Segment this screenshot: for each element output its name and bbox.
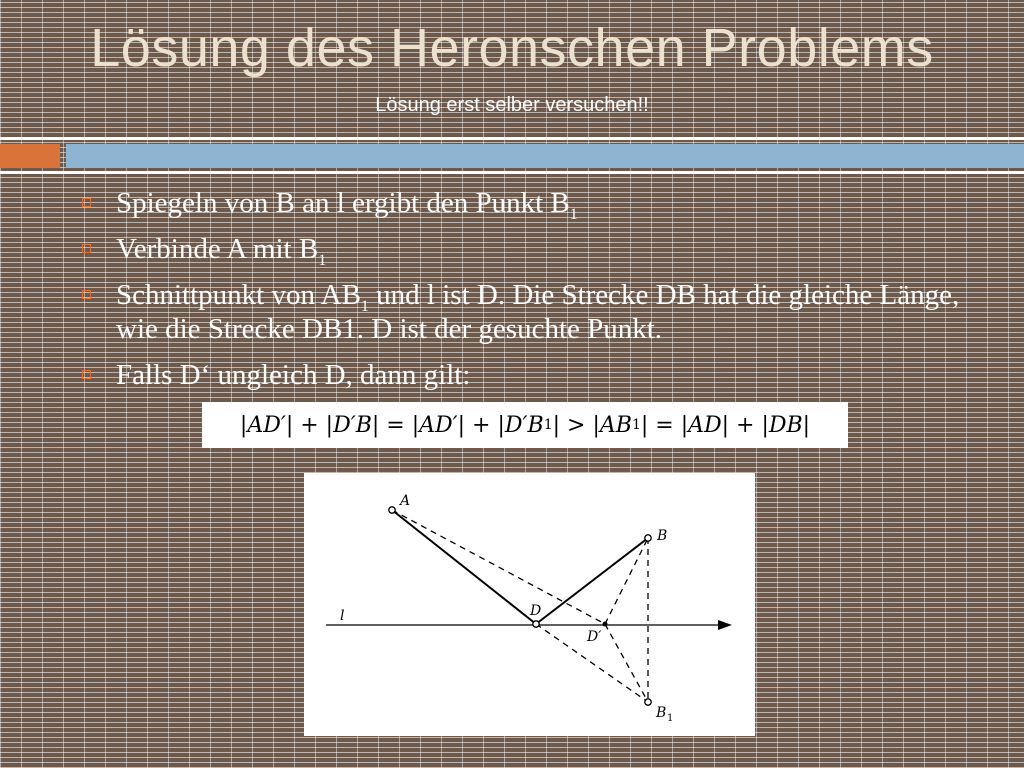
- label-B1: B: [656, 705, 667, 721]
- label-A: A: [400, 493, 411, 509]
- square-bullet-icon: [82, 198, 91, 207]
- square-bullet-icon: [82, 244, 91, 253]
- square-bullet-icon: [82, 290, 91, 299]
- slide-title: Lösung des Heronschen Problems: [90, 18, 934, 78]
- segment-D-prime-B: [605, 538, 648, 624]
- bullet-item: [78, 278, 998, 346]
- bullet-list: [78, 186, 998, 404]
- divider-bottom: [0, 171, 1024, 174]
- point-B: [645, 535, 651, 541]
- accent-bar-blue: [66, 144, 1024, 168]
- label-l: l: [340, 608, 345, 624]
- reflection-diagram: [304, 473, 755, 736]
- segment-AD: [392, 510, 536, 624]
- bullet-text: Spiegeln von B an l ergibt den Punkt B: [116, 187, 570, 219]
- divider-top: [0, 137, 1024, 140]
- bullet-subscript: 1: [318, 251, 327, 269]
- formula-part: |AD′| + |D′B| = |AD′| + |D′B: [239, 412, 544, 438]
- inequality-formula: [202, 402, 848, 448]
- formula-subscript: 1: [543, 417, 553, 433]
- segment-D-prime-B1: [605, 624, 648, 702]
- formula-subscript: 1: [631, 417, 641, 433]
- bullet-item: [78, 186, 998, 223]
- bullet-text: Verbinde A mit B: [116, 233, 319, 265]
- bullet-item: [78, 358, 998, 392]
- segment-AD-prime: [392, 510, 605, 624]
- label-D: D: [530, 603, 542, 619]
- square-bullet-icon: [82, 370, 91, 379]
- bullet-text: Falls D‘ ungleich D, dann gilt:: [116, 359, 471, 391]
- bullet-item: [78, 232, 998, 269]
- point-B1: [645, 699, 651, 705]
- formula-part: | > |AB: [552, 412, 632, 438]
- bullet-text-tail: und l ist D. Die Strecke DB hat die gleiche Länge, wie die Strecke DB1. D ist der gesuchte Punkt.: [116, 279, 960, 345]
- geometry-figure: [304, 473, 755, 736]
- bullet-subscript: 1: [360, 297, 369, 315]
- point-D: [533, 621, 539, 627]
- arrow-head-icon: [718, 620, 732, 630]
- point-D-prime: [603, 622, 608, 627]
- label-B1-subscript: 1: [667, 713, 674, 724]
- accent-bar-orange: [0, 144, 60, 168]
- segment-DB: [536, 538, 648, 624]
- point-A: [389, 507, 395, 513]
- formula-part: | = |AD| + |DB|: [640, 412, 811, 438]
- label-B: B: [657, 528, 668, 544]
- bullet-subscript: 1: [569, 205, 578, 223]
- bullet-text: Schnittpunkt von AB: [116, 279, 361, 311]
- slide-subtitle: Lösung erst selber versuchen!!: [375, 94, 649, 116]
- label-D-prime: D′: [587, 629, 602, 645]
